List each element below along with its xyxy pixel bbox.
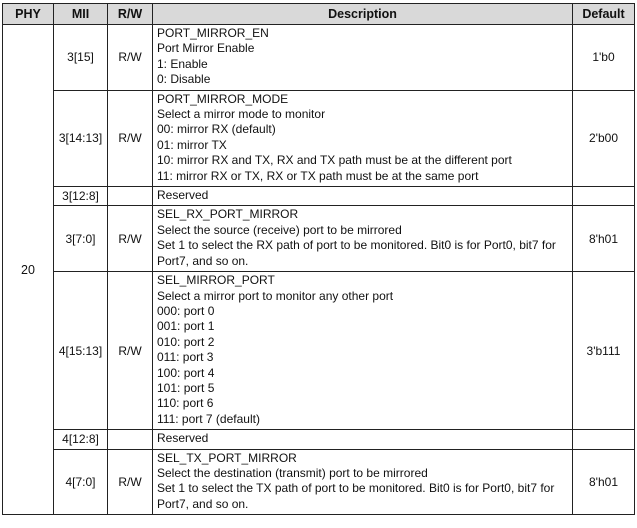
rw-cell: R/W (108, 206, 153, 272)
mii-cell: 3[15] (54, 25, 108, 91)
description-line: 110: port 6 (157, 396, 214, 411)
field-name: PORT_MIRROR_EN (157, 26, 269, 40)
rw-cell (108, 187, 153, 206)
mii-cell: 3[14:13] (54, 90, 108, 186)
description-cell (153, 430, 573, 449)
mii-cell: 3[7:0] (54, 206, 108, 272)
description-line: 000: port 0 (157, 303, 215, 318)
table-row (3, 430, 635, 449)
field-name: SEL_TX_PORT_MIRROR (157, 450, 297, 465)
description-line: Set 1 to select the TX path of port to be monitored. Bit0 is for Port0, bit7 for Port7, and so on. (157, 481, 555, 511)
description-line: 101: port 5 (157, 380, 215, 395)
default-cell: 1'b0 (573, 25, 635, 91)
description-line: 01: mirror TX (157, 137, 227, 152)
description-cell (153, 25, 573, 91)
description-line: Select a mirror port to monitor any other port (157, 288, 394, 303)
description-cell (153, 206, 573, 272)
field-name: PORT_MIRROR_MODE (157, 91, 289, 106)
description-cell (153, 272, 573, 430)
description-cell (153, 90, 573, 186)
mii-cell: 4[12:8] (54, 430, 108, 449)
header-mii: MII (54, 4, 108, 25)
description-line: Set 1 to select the RX path of port to be monitored. Bit0 is for Port0, bit7 for Port7, and so on. (157, 238, 556, 268)
description-line: 011: port 3 (157, 350, 214, 365)
header-default: Default (573, 4, 635, 25)
description-line: 0: Disable (157, 72, 211, 87)
header-rw: R/W (108, 4, 153, 25)
default-cell: 8'h01 (573, 449, 635, 515)
phy-cell: 20 (3, 25, 54, 515)
field-name: SEL_RX_PORT_MIRROR (157, 207, 299, 222)
default-cell (573, 187, 635, 206)
description-cell (153, 187, 573, 206)
field-name: Reserved (157, 188, 209, 203)
description-line: 1: Enable (157, 56, 208, 71)
table-row (3, 206, 635, 272)
description-line: 111: port 7 (default) (157, 411, 260, 426)
description-line: 001: port 1 (157, 319, 215, 334)
table-row (3, 272, 635, 430)
rw-cell: R/W (108, 272, 153, 430)
header-row (3, 4, 635, 25)
table-row (3, 90, 635, 186)
rw-cell: R/W (108, 25, 153, 91)
rw-cell (108, 430, 153, 449)
description-line: Select a mirror mode to monitor (157, 107, 326, 122)
default-cell: 8'h01 (573, 206, 635, 272)
description-line: Select the source (receive) port to be mirrored (157, 222, 402, 237)
description-line: 11: mirror RX or TX, RX or TX path must be at the same port (157, 168, 479, 183)
table-row (3, 449, 635, 515)
description-line: 00: mirror RX (default) (157, 122, 276, 137)
mii-cell: 4[7:0] (54, 449, 108, 515)
description-line: 10: mirror RX and TX, RX and TX path must be at the different port (157, 153, 512, 168)
description-line: Select the destination (transmit) port to be mirrored (157, 465, 428, 480)
default-cell: 3'b111 (573, 272, 635, 430)
table-row (3, 187, 635, 206)
default-cell: 2'b00 (573, 90, 635, 186)
mii-cell: 3[12:8] (54, 187, 108, 206)
description-line: 100: port 4 (157, 365, 215, 380)
field-name: Reserved (157, 431, 209, 446)
field-name: SEL_MIRROR_PORT (157, 273, 275, 288)
header-phy: PHY (3, 4, 54, 25)
table-row (3, 25, 635, 91)
description-line: 010: port 2 (157, 334, 215, 349)
description-line: Port Mirror Enable (157, 41, 255, 56)
rw-cell: R/W (108, 449, 153, 515)
rw-cell: R/W (108, 90, 153, 186)
header-description: Description (153, 4, 573, 25)
default-cell (573, 430, 635, 449)
register-table (2, 3, 635, 515)
description-cell (153, 449, 573, 515)
mii-cell: 4[15:13] (54, 272, 108, 430)
